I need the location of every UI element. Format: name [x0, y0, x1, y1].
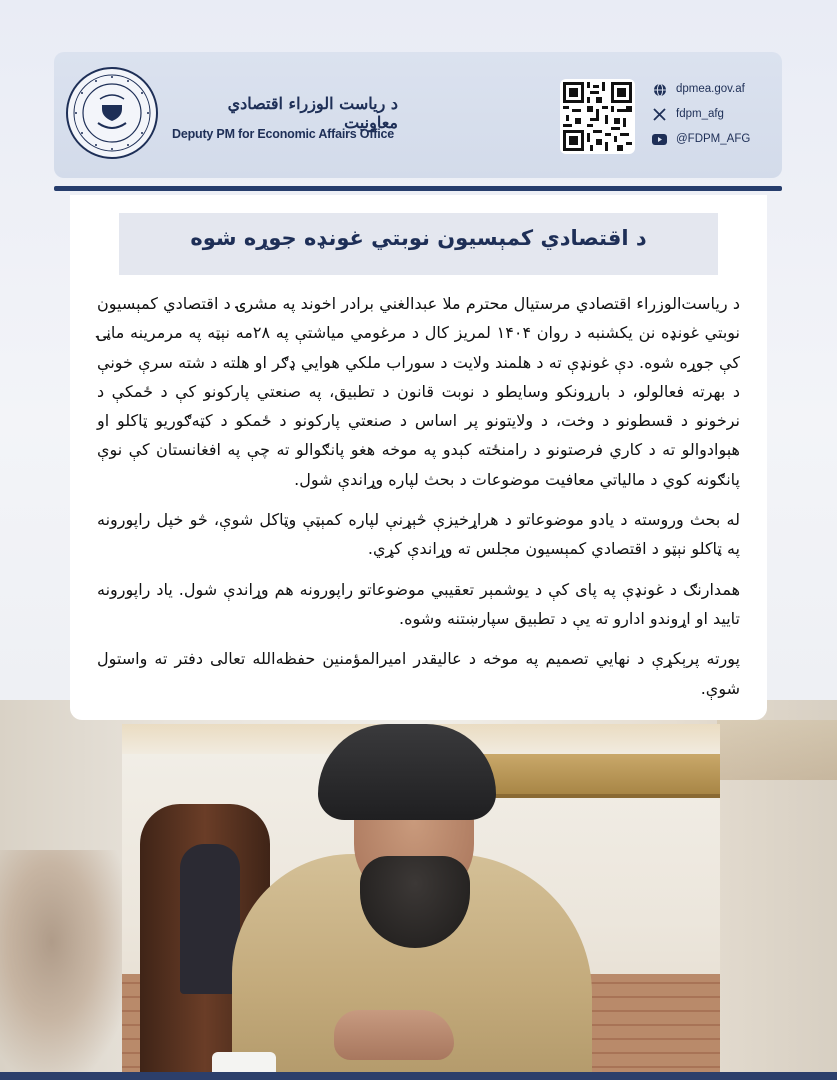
youtube-icon: [652, 132, 667, 147]
photo-hand: [334, 1010, 454, 1060]
photo-wall-frame: [477, 754, 720, 798]
header-banner: [54, 52, 782, 178]
photo-turban: [318, 724, 496, 820]
contact-x-text: fdpm_afg: [676, 108, 724, 120]
contact-youtube-text: @FDPM_AFG: [676, 133, 751, 145]
article-paragraph: د رياست‌الوزراء اقتصادي مرستيال محترم ملا عبدالغني برادر اخوند په مشرۍ د اقتصادي کمېسیون نوبتي غونډه نن يکشنبه د روان ۱۴۰۴ لمريز کال د مرغومي مياشتې په ۲۸مه نېټه په مرمرينه ماڼۍ کې جوړه شوه. دې غونډې ته د هلمند ولايت د سوراب ملکي هوايي ډګر او هلته د شته سرې خونې د بهرته فعالولو، د بارړونکو وسايطو د نوبت قانون د تطبيق، په صنعتي پارکونو کې د ځمکې د نرخونو د قسطونو د وخت، د ولايتونو پر اساس د صنعتي پارکونو د ځمکو د کټه‌ګوريو ټاکلو او هېوادوالو ته د کاري فرصتونو د رامنځته کېدو په موخه هغو پانګوالو ته چې په افغانستان کې نوې پانګونه کوي د مالياتي معافيت موضوعات د بحث لپاره وړاندې شول.: [97, 294, 741, 489]
official-photo: [122, 724, 720, 1080]
x-icon: [652, 107, 667, 122]
globe-icon: [652, 82, 667, 97]
contact-website-text: dpmea.gov.af: [676, 83, 745, 95]
logo-text-pashto: د رياست الوزراء اقتصادي معاونيت: [227, 94, 398, 132]
logo-text-english: Deputy PM for Economic Affairs Office: [172, 127, 395, 141]
article-paragraph: همدارنګ د غونډې په پای کې د يوشمېر تعقيبي موضوعاتو راپورونه هم وړاندې شول. ياد راپورونه تاييد او اړوندو ادارو ته يې د تطبيق سپارښتنه وشوه.: [97, 579, 740, 628]
background-blur-frame: [717, 720, 837, 780]
article-body: [97, 289, 740, 714]
background-blur-chair: [0, 850, 130, 1080]
article-paragraph: پورته پرېکړې د نهايي تصميم په موخه د عاليقدر اميرالمؤمنين حفظه‌الله تعالى دفتر ته واستول شوې.: [97, 649, 740, 698]
qr-code[interactable]: [560, 79, 635, 154]
article-paragraph: له بحث وروسته د يادو موضوعاتو د هراړخيزې څېړنې لپاره کمېټې وټاکل شوې، څو خپل راپورونه په ټاکلو نېټو د اقتصادي کمېسیون مجلس ته وړاندې کړي.: [97, 510, 740, 559]
header-divider: [54, 186, 782, 191]
article-title: د اقتصادي کمېسیون نوبتي غونډه جوړه شوه: [190, 226, 647, 250]
office-seal-logo: [66, 67, 158, 159]
footer-bar: [0, 1072, 837, 1080]
